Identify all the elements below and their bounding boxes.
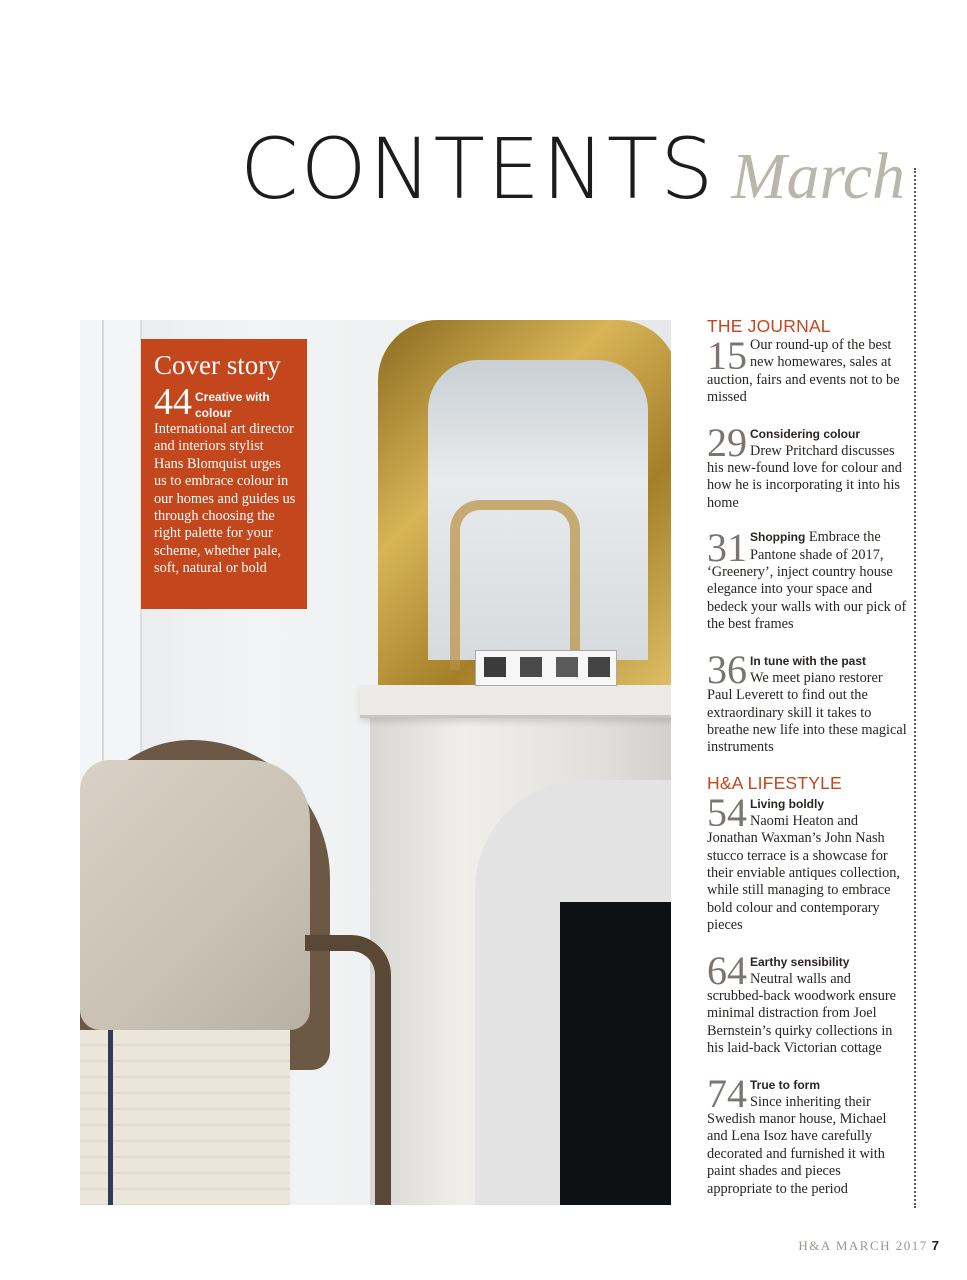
entry-page-number: 64 (707, 947, 747, 993)
month-title: March (731, 140, 905, 213)
folio-text: H&A MARCH 2017 (798, 1238, 928, 1253)
entry-title: Shopping (750, 530, 806, 545)
contents-title: CONTENTS (240, 120, 716, 218)
contents-entry[interactable] (707, 789, 907, 935)
entry-title: Considering colour (750, 426, 861, 441)
entry-title: Living boldly (750, 796, 824, 811)
entry-title: In tune with the past (750, 653, 866, 668)
entry-page-number: 74 (707, 1070, 747, 1116)
contents-entry[interactable] (707, 1070, 907, 1198)
entry-page-number: 54 (707, 789, 747, 835)
contents-entry[interactable] (707, 333, 907, 407)
contents-entry[interactable] (707, 646, 907, 757)
entry-text: Naomi Heaton and Jonathan Waxman’s John Nash stucco terrace is a showcase for their enviable antiques collection, while still managing to embrace bold colour and contemporary pieces (707, 812, 900, 934)
cover-story-text: International art director and interiors stylist Hans Blomquist urges us to embrace colour in our homes and guides us through choosing the right palette for your scheme, whether pale, soft, natural or bold (154, 421, 296, 577)
cover-story-number: 44 (154, 387, 192, 423)
mirror-reflection (450, 500, 580, 670)
entry-page-number: 29 (707, 419, 747, 465)
contents-entry[interactable] (707, 947, 907, 1058)
entry-text: Embrace the Pantone shade of 2017, ‘Greenery’, inject country house elegance into your space and bedeck your walls with our pick of the best frames (707, 529, 907, 633)
page-header (0, 120, 905, 218)
entry-page-number: 15 (707, 333, 747, 378)
entry-title: Earthy sensibility (750, 954, 850, 969)
contents-column (707, 316, 907, 1198)
journal-heading: THE JOURNAL (707, 316, 831, 336)
contents-entry[interactable] (707, 419, 907, 513)
linen-cushion (80, 760, 310, 1030)
dotted-divider (914, 168, 916, 1208)
page-folio (798, 1238, 939, 1254)
entry-page-number: 31 (707, 525, 747, 571)
mantel-shelf (360, 685, 671, 718)
entry-text: We meet piano restorer Paul Leverett to find out the extraordinary skill it takes to breathe new life into these magical instruments (707, 669, 907, 756)
entry-page-number: 36 (707, 646, 747, 692)
entry-title: True to form (750, 1077, 821, 1092)
mantel-photo-frames (475, 650, 617, 686)
cover-story-heading: Cover story (154, 350, 281, 380)
cover-story-box (141, 339, 307, 609)
entry-text: Our round-up of the best new homewares, sales at auction, fairs and events not to be missed (707, 337, 900, 406)
page-number: 7 (931, 1238, 939, 1253)
contents-entry[interactable] (707, 525, 907, 633)
entry-text: Drew Pritchard discusses his new-found love for colour and how he is incorporating it into his home (707, 442, 902, 511)
entry-text: Since inheriting their Swedish manor house, Michael and Lena Isoz have carefully decorated and furnished it with paint shades and pieces appropriate to the period (707, 1093, 887, 1197)
linen-stripe (108, 1030, 113, 1205)
cover-story-title: Creative with colour (195, 390, 270, 420)
armchair-arm (305, 935, 391, 1205)
cover-story-entry[interactable] (154, 387, 296, 578)
lifestyle-heading: H&A LIFESTYLE (707, 772, 842, 793)
entry-text: Neutral walls and scrubbed-back woodwork ensure minimal distraction from Joel Bernstein’s quirky collections in his laid-back Victorian cottage (707, 970, 896, 1057)
firebox (560, 902, 671, 1205)
